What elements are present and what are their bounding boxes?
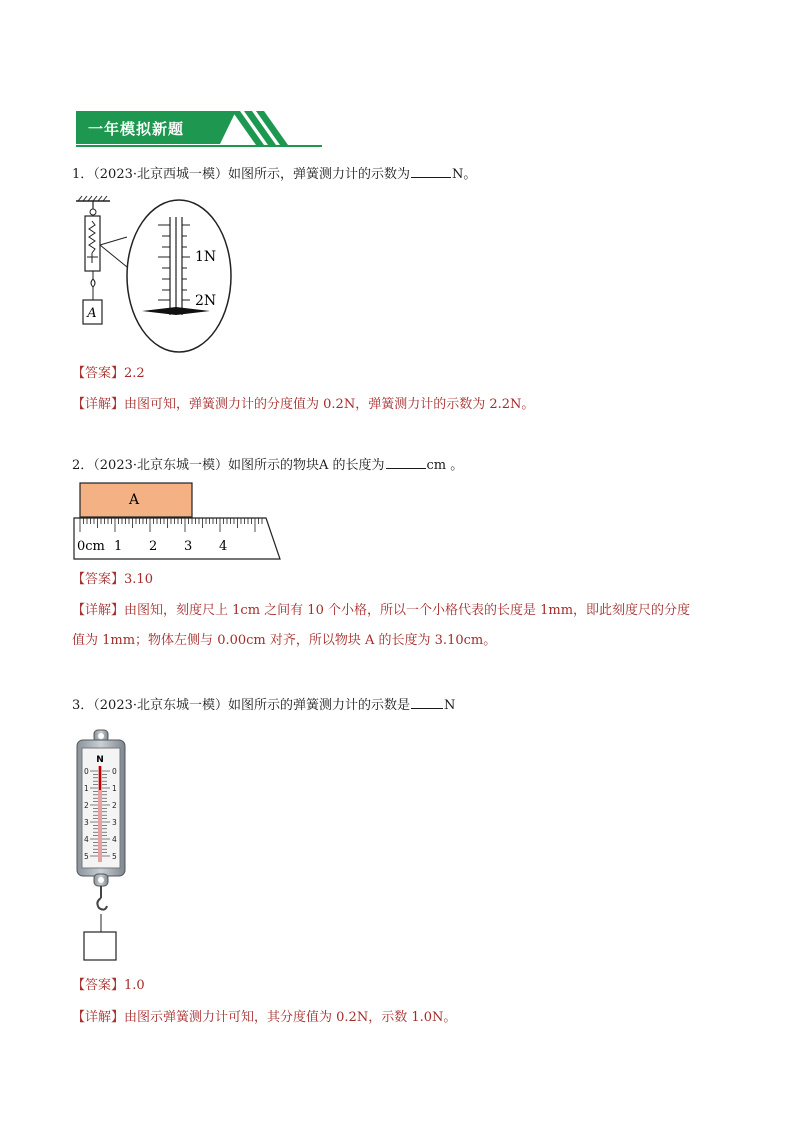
question-unit: N。 [452, 167, 477, 182]
section-banner [76, 111, 322, 147]
detail-text: 由图知，刻度尺上 1cm 之间有 10 个小格，所以一个小格代表的长度是 1mm，即此刻度尺的分度 [124, 603, 691, 618]
left-scale-5: 5 [84, 852, 89, 861]
left-scale-1: 1 [84, 784, 89, 793]
question-2 [72, 456, 463, 476]
left-scale-3: 3 [84, 818, 89, 827]
answer-blank [411, 165, 451, 178]
scale-label-2n: 2N [195, 293, 217, 309]
question-source: （2023·北京西城一模） [93, 167, 228, 182]
scale-label-1n: 1N [195, 249, 217, 265]
answer-blank [386, 456, 426, 469]
tick-label-1: 1 [114, 539, 123, 554]
answer-1 [72, 364, 145, 384]
left-scale-0: 0 [84, 767, 89, 776]
question-number: 1． [72, 167, 94, 182]
banner-underline [76, 145, 322, 147]
detail-text: 值为 1mm；物体左侧与 0.00cm 对齐，所以物块 A 的长度为 3.10cm。 [72, 633, 497, 648]
right-scale-0: 0 [112, 767, 117, 776]
right-scale-3: 3 [112, 818, 117, 827]
answer-value: 2.2 [124, 366, 145, 381]
question-number: 3． [72, 698, 94, 713]
answer-tag: 【答案】 [72, 978, 125, 993]
block-label: A [128, 492, 140, 508]
detail-1 [72, 395, 534, 415]
tick-label-2: 2 [149, 539, 158, 554]
detail-tag: 【详解】 [72, 397, 125, 412]
right-scale-4: 4 [112, 835, 117, 844]
right-scale-1: 1 [112, 784, 117, 793]
spring-scale-figure-3 [72, 728, 132, 964]
question-text: 如图所示的弹簧测力计的示数是 [228, 698, 411, 713]
tick-label-3: 3 [184, 539, 193, 554]
answer-value: 3.10 [124, 572, 153, 587]
question-unit: N [444, 698, 456, 713]
right-scale-2: 2 [112, 801, 117, 810]
detail-tag: 【详解】 [72, 1010, 125, 1025]
answer-2 [72, 570, 153, 590]
detail-2 [72, 598, 732, 654]
answer-tag: 【答案】 [72, 366, 125, 381]
tick-label-4: 4 [219, 539, 228, 554]
block-label: A [87, 306, 97, 321]
spring-scale-figure-1 [72, 195, 237, 355]
answer-3 [72, 976, 145, 996]
detail-text: 由图可知，弹簧测力计的分度值为 0.2N，弹簧测力计的示数为 2.2N。 [124, 397, 535, 412]
question-1 [72, 165, 476, 185]
section-title: 一年模拟新题 [88, 120, 185, 138]
answer-value: 1.0 [124, 978, 145, 993]
question-number: 2． [72, 458, 94, 473]
question-text: 如图所示的物块A 的长度为 [228, 458, 385, 473]
question-source: （2023·北京东城一模） [93, 698, 228, 713]
question-source: （2023·北京东城一模） [93, 458, 228, 473]
unit-label: N [96, 755, 104, 765]
answer-blank [411, 696, 443, 709]
detail-3 [72, 1008, 456, 1028]
question-unit: cm 。 [426, 458, 464, 473]
answer-tag: 【答案】 [72, 572, 125, 587]
question-3 [72, 696, 455, 716]
left-scale-2: 2 [84, 801, 89, 810]
tick-label-0: 0cm [77, 539, 105, 554]
question-text: 如图所示，弹簧测力计的示数为 [228, 167, 411, 182]
banner-stripes [226, 111, 306, 145]
detail-tag: 【详解】 [72, 603, 125, 618]
ruler-figure [72, 482, 282, 562]
left-scale-4: 4 [84, 835, 89, 844]
weight-block [84, 932, 116, 960]
detail-text: 由图示弹簧测力计可知，其分度值为 0.2N，示数 1.0N。 [124, 1010, 457, 1025]
right-scale-5: 5 [112, 852, 117, 861]
